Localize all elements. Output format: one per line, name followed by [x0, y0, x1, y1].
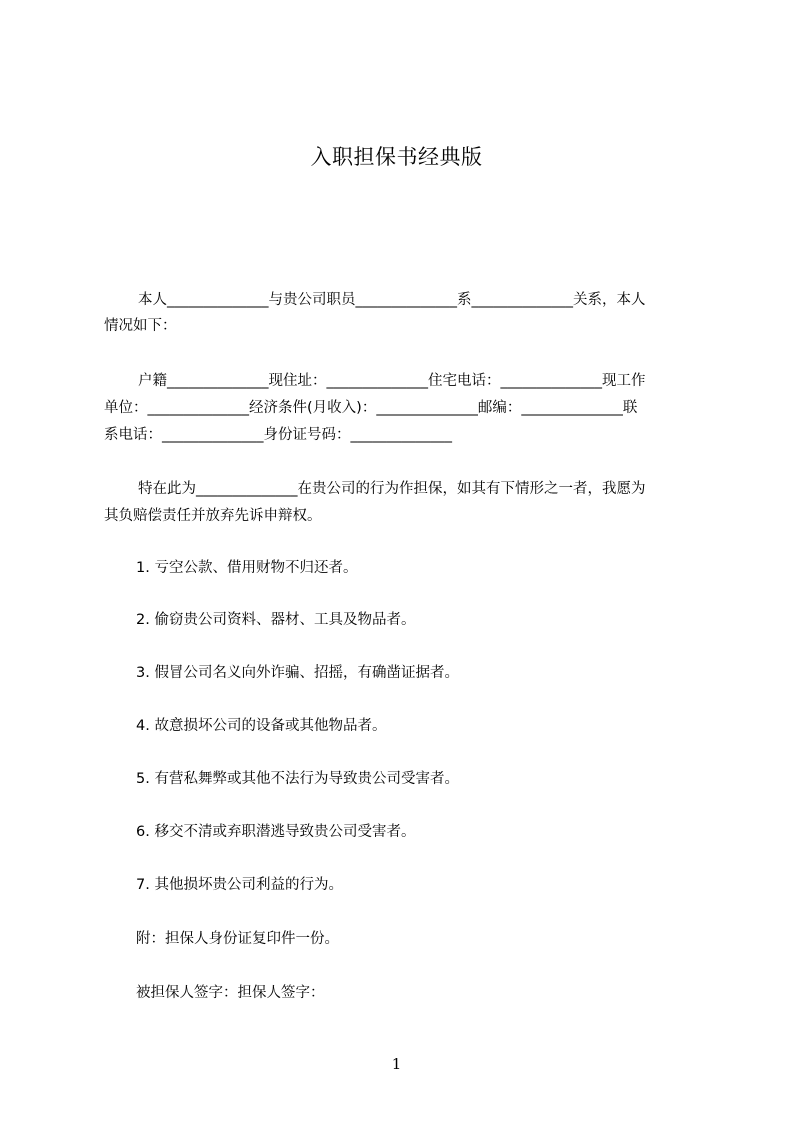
guarantee-line-2: 其负赔偿责任并放弃先诉申辩权。 [104, 508, 322, 524]
attachment-note: 附：担保人身份证复印件一份。 [136, 931, 339, 947]
list-item: 2. 偷窃贵公司资料、器材、工具及物品者。 [136, 612, 416, 628]
list-item: 5. 有营私舞弊或其他不法行为导致贵公司受害者。 [136, 771, 459, 787]
page-number: 1 [391, 1055, 402, 1073]
list-item: 7. 其他损坏贵公司利益的行为。 [136, 877, 343, 893]
list-item: 4. 故意损坏公司的设备或其他物品者。 [136, 718, 387, 734]
list-item: 6. 移交不清或弃职潜逃导致贵公司受害者。 [136, 824, 416, 840]
list-item: 1. 亏空公款、借用财物不归还者。 [136, 560, 358, 576]
intro-line-1: 本人______________与贵公司职员______________系______________关系，本人 [138, 292, 646, 308]
guarantee-line-1: 特在此为______________在贵公司的行为作担保，如其有下情形之一者，我愿为 [138, 481, 646, 497]
list-item: 3. 假冒公司名义向外诈骗、招摇，有确凿证据者。 [136, 665, 459, 681]
info-line-3: 系电话：______________身份证号码：______________ [104, 427, 452, 443]
signature-line: 被担保人签字：担保人签字： [136, 985, 325, 1001]
document-title: 入职担保书经典版 [310, 145, 483, 169]
info-line-2: 单位：______________经济条件(月收入)：______________邮编：______________联 [104, 400, 638, 416]
info-line-1: 户籍______________现住址：______________住宅电话：______________现工作 [138, 373, 646, 389]
intro-line-2: 情况如下： [104, 318, 177, 334]
